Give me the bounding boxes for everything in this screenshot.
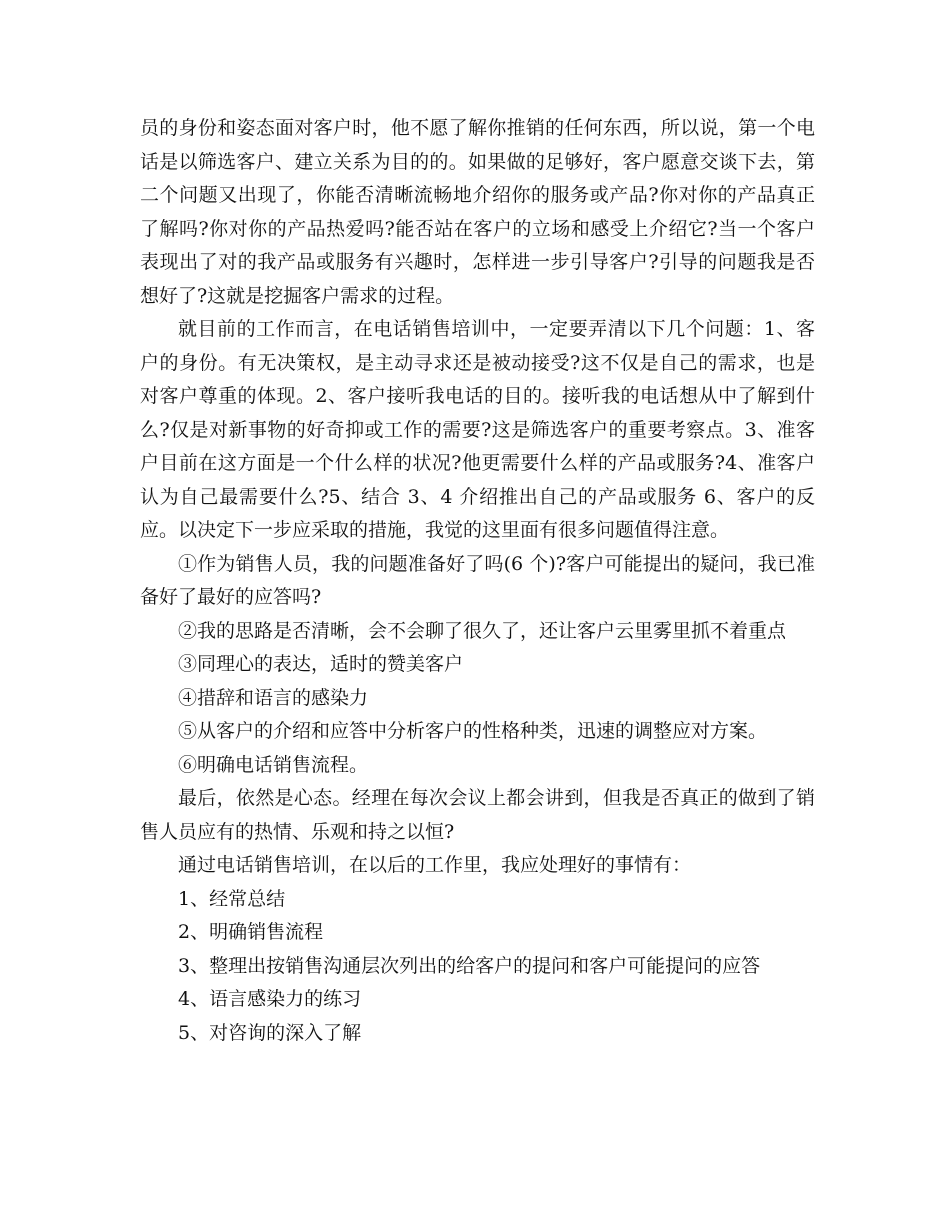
paragraph-attitude: 最后，依然是心态。经理在每次会议上都会讲到，但我是否真正的做到了销售人员应有的热情、乐观和持之以恒? bbox=[140, 787, 815, 843]
paragraph-continuation: 员的身份和姿态面对客户时，他不愿了解你推销的任何东西，所以说，第一个电话是以筛选客户、建立关系为目的的。如果做的足够好，客户愿意交谈下去，第二个问题又出现了，你能否清晰流畅地介绍你的服务或产品?你对你的产品真正了解吗?你对你的产品热爱吗?能否站在客户的立场和感受上介绍它?当一个客户表现出了对的我产品或服务有兴趣时，怎样进一步引导客户?引导的问题我是否想好了?这就是挖掘客户需求的过程。 bbox=[140, 117, 815, 307]
todo-item-2: 2、明确销售流程 bbox=[178, 921, 324, 943]
paragraph-todo-intro: 通过电话销售培训，在以后的工作里，我应处理好的事情有： bbox=[178, 854, 692, 876]
list-item-point-1: ①作为销售人员，我的问题准备好了吗(6 个)?客户可能提出的疑问，我已准备好了最好的应答吗? bbox=[140, 552, 815, 608]
list-item-point-4: ④措辞和语言的感染力 bbox=[178, 686, 369, 709]
todo-item-5: 5、对咨询的深入了解 bbox=[178, 1021, 362, 1044]
list-item-point-5: ⑤从客户的介绍和应答中分析客户的性格种类，迅速的调整应对方案。 bbox=[178, 720, 768, 742]
list-item-point-2: ②我的思路是否清晰，会不会聊了很久了，还让客户云里雾里抓不着重点 bbox=[178, 619, 787, 642]
document-body bbox=[140, 112, 815, 1050]
list-item-point-6: ⑥明确电话销售流程。 bbox=[178, 753, 369, 776]
todo-item-4: 4、语言感染力的练习 bbox=[178, 988, 362, 1010]
list-item-point-3: ③同理心的表达，适时的赞美客户 bbox=[178, 653, 464, 675]
todo-item-3: 3、整理出按销售沟通层次列出的给客户的提问和客户可能提问的应答 bbox=[178, 954, 761, 977]
paragraph-key-questions: 就目前的工作而言，在电话销售培训中，一定要弄清以下几个问题：1、客户的身份。有无决策权，是主动寻求还是被动接受?这不仅是自己的需求，也是对客户尊重的体现。2、客户接听我电话的目的。接听我的电话想从中了解到什么?仅是对新事物的好奇抑或工作的需要?这是筛选客户的重要考察点。3、准客户目前在这方面是一个什么样的状况?他更需要什么样的产品或服务?4、准客户认为自己最需要什么?5、结合 3、4 介绍推出自己的产品或服务 6、客户的反应。以决定下一步应采取的措施，我觉的这里面有很多问题值得注意。 bbox=[140, 318, 815, 541]
todo-item-1: 1、经常总结 bbox=[178, 887, 286, 910]
